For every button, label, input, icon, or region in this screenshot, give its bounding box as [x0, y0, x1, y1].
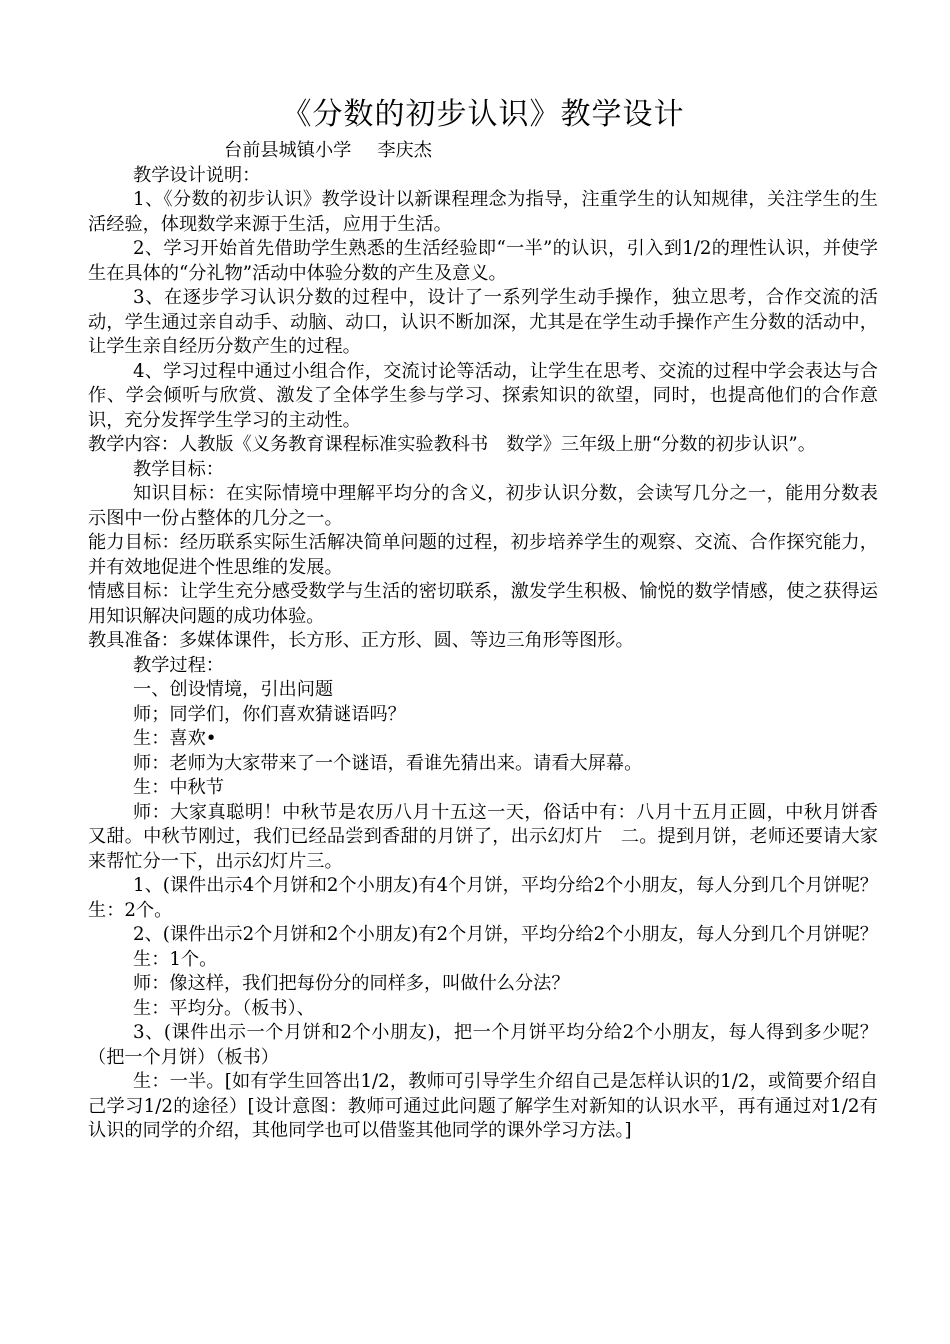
paragraph: 3、在逐步学习认识分数的过程中，设计了一系列学生动手操作，独立思考，合作交流的活动，学生通过亲自动手、动脑、动口，认识不断加深，尤其是在学生动手操作产生分数的活动中，让学生亲自经历分数产生的过程。: [88, 287, 878, 357]
section-heading: 教学设计说明：: [133, 164, 261, 186]
dialogue-line: 师：像这样，我们把每份分的同样多，叫做什么分法？: [133, 973, 570, 994]
dialogue-line: 生：喜欢•: [133, 728, 217, 749]
paragraph: 能力目标：经历联系实际生活解决简单问题的过程，初步培养学生的观察、交流、合作探究能力，并有效地促进个性思维的发展。: [88, 532, 878, 578]
section-heading: 教学目标：: [133, 458, 224, 480]
section-heading: 教学过程：: [133, 654, 224, 676]
document-title: 《分数的初步认识》教学设计: [281, 97, 685, 132]
dialogue-line: 生：平均分。（板书）、: [133, 997, 315, 1019]
author-school: 台前县城镇小学: [224, 140, 352, 161]
paragraph: 知识目标：在实际情境中理解平均分的含义，初步认识分数，会读写几分之一，能用分数表示图中一份占整体的几分之一。: [88, 483, 878, 529]
dialogue-line: 生：1个。: [133, 948, 218, 970]
question-item: 3、(课件出示一个月饼和2个小朋友)，把一个月饼平均分给2个小朋友，每人得到多少呢？（把一个月饼）（板书）: [88, 1022, 878, 1068]
author-line: [88, 139, 878, 164]
question-item: 1、(课件出示4个月饼和2个小朋友)有4个月饼，平均分给2个小朋友，每人分到几个月饼呢？: [133, 875, 878, 896]
dialogue-line: 师：老师为大家带来了一个谜语，看谁先猜出来。请看大屏幕。: [133, 752, 643, 774]
paragraph: 2、学习开始首先借助学生熟悉的生活经验即“一半”的认识，引入到1/2的理性认识，并使学生在具体的“分礼物”活动中体验分数的产生及意义。: [88, 238, 878, 284]
paragraph: 教具准备：多媒体课件，长方形、正方形、圆、等边三角形等图形。: [88, 630, 634, 651]
paragraph: 教学内容：人教版《义务教育课程标准实验教科书 数学》三年级上册“分数的初步认识”。: [88, 434, 816, 455]
section-heading: 一、创设情境，引出问题: [133, 679, 334, 700]
author-name: 李庆杰: [377, 140, 432, 161]
dialogue-line: 生：中秋节: [133, 777, 224, 798]
dialogue-line: 生：2个。: [88, 899, 173, 921]
dialogue-line: 师：大家真聪明！中秋节是农历八月十五这一天，俗话中有：八月十五月正圆，中秋月饼香又甜。中秋节刚过，我们已经品尝到香甜的月饼了，出示幻灯片 二。提到月饼，老师还要请大家来帮忙分一下，出示幻灯片三。: [88, 801, 878, 872]
paragraph: 4、学习过程中通过小组合作，交流讨论等活动，让学生在思考、交流的过程中学会表达与合作、学会倾听与欣赏、激发了全体学生参与学习、探索知识的欲望，同时，也提高他们的合作意识，充分发挥学生学习的主动性。: [88, 360, 878, 431]
dialogue-line: 师；同学们，你们喜欢猜谜语吗？: [133, 703, 406, 725]
question-item: 2、(课件出示2个月饼和2个小朋友)有2个月饼，平均分给2个小朋友，每人分到几个月饼呢？: [133, 924, 878, 945]
paragraph: 情感目标：让学生充分感受数学与生活的密切联系，激发学生积极、愉悦的数学情感，使之获得运用知识解决问题的成功体验。: [88, 581, 878, 627]
paragraph: 1、《分数的初步认识》教学设计以新课程理念为指导，注重学生的认知规律，关注学生的生活经验，体现数学来源于生活，应用于生活。: [88, 189, 878, 235]
document-page: [88, 0, 878, 1144]
dialogue-line: 生：一半。[如有学生回答出1/2，教师可引导学生介绍自己是怎样认识的1/2，或简要介绍自己学习1/2的途径）[设计意图：教师可通过此问题了解学生对新知的认识水平，再有通过对1/2有认识的同学的介绍，其他同学也可以借鉴其他同学的课外学习方法。]: [88, 1071, 878, 1141]
